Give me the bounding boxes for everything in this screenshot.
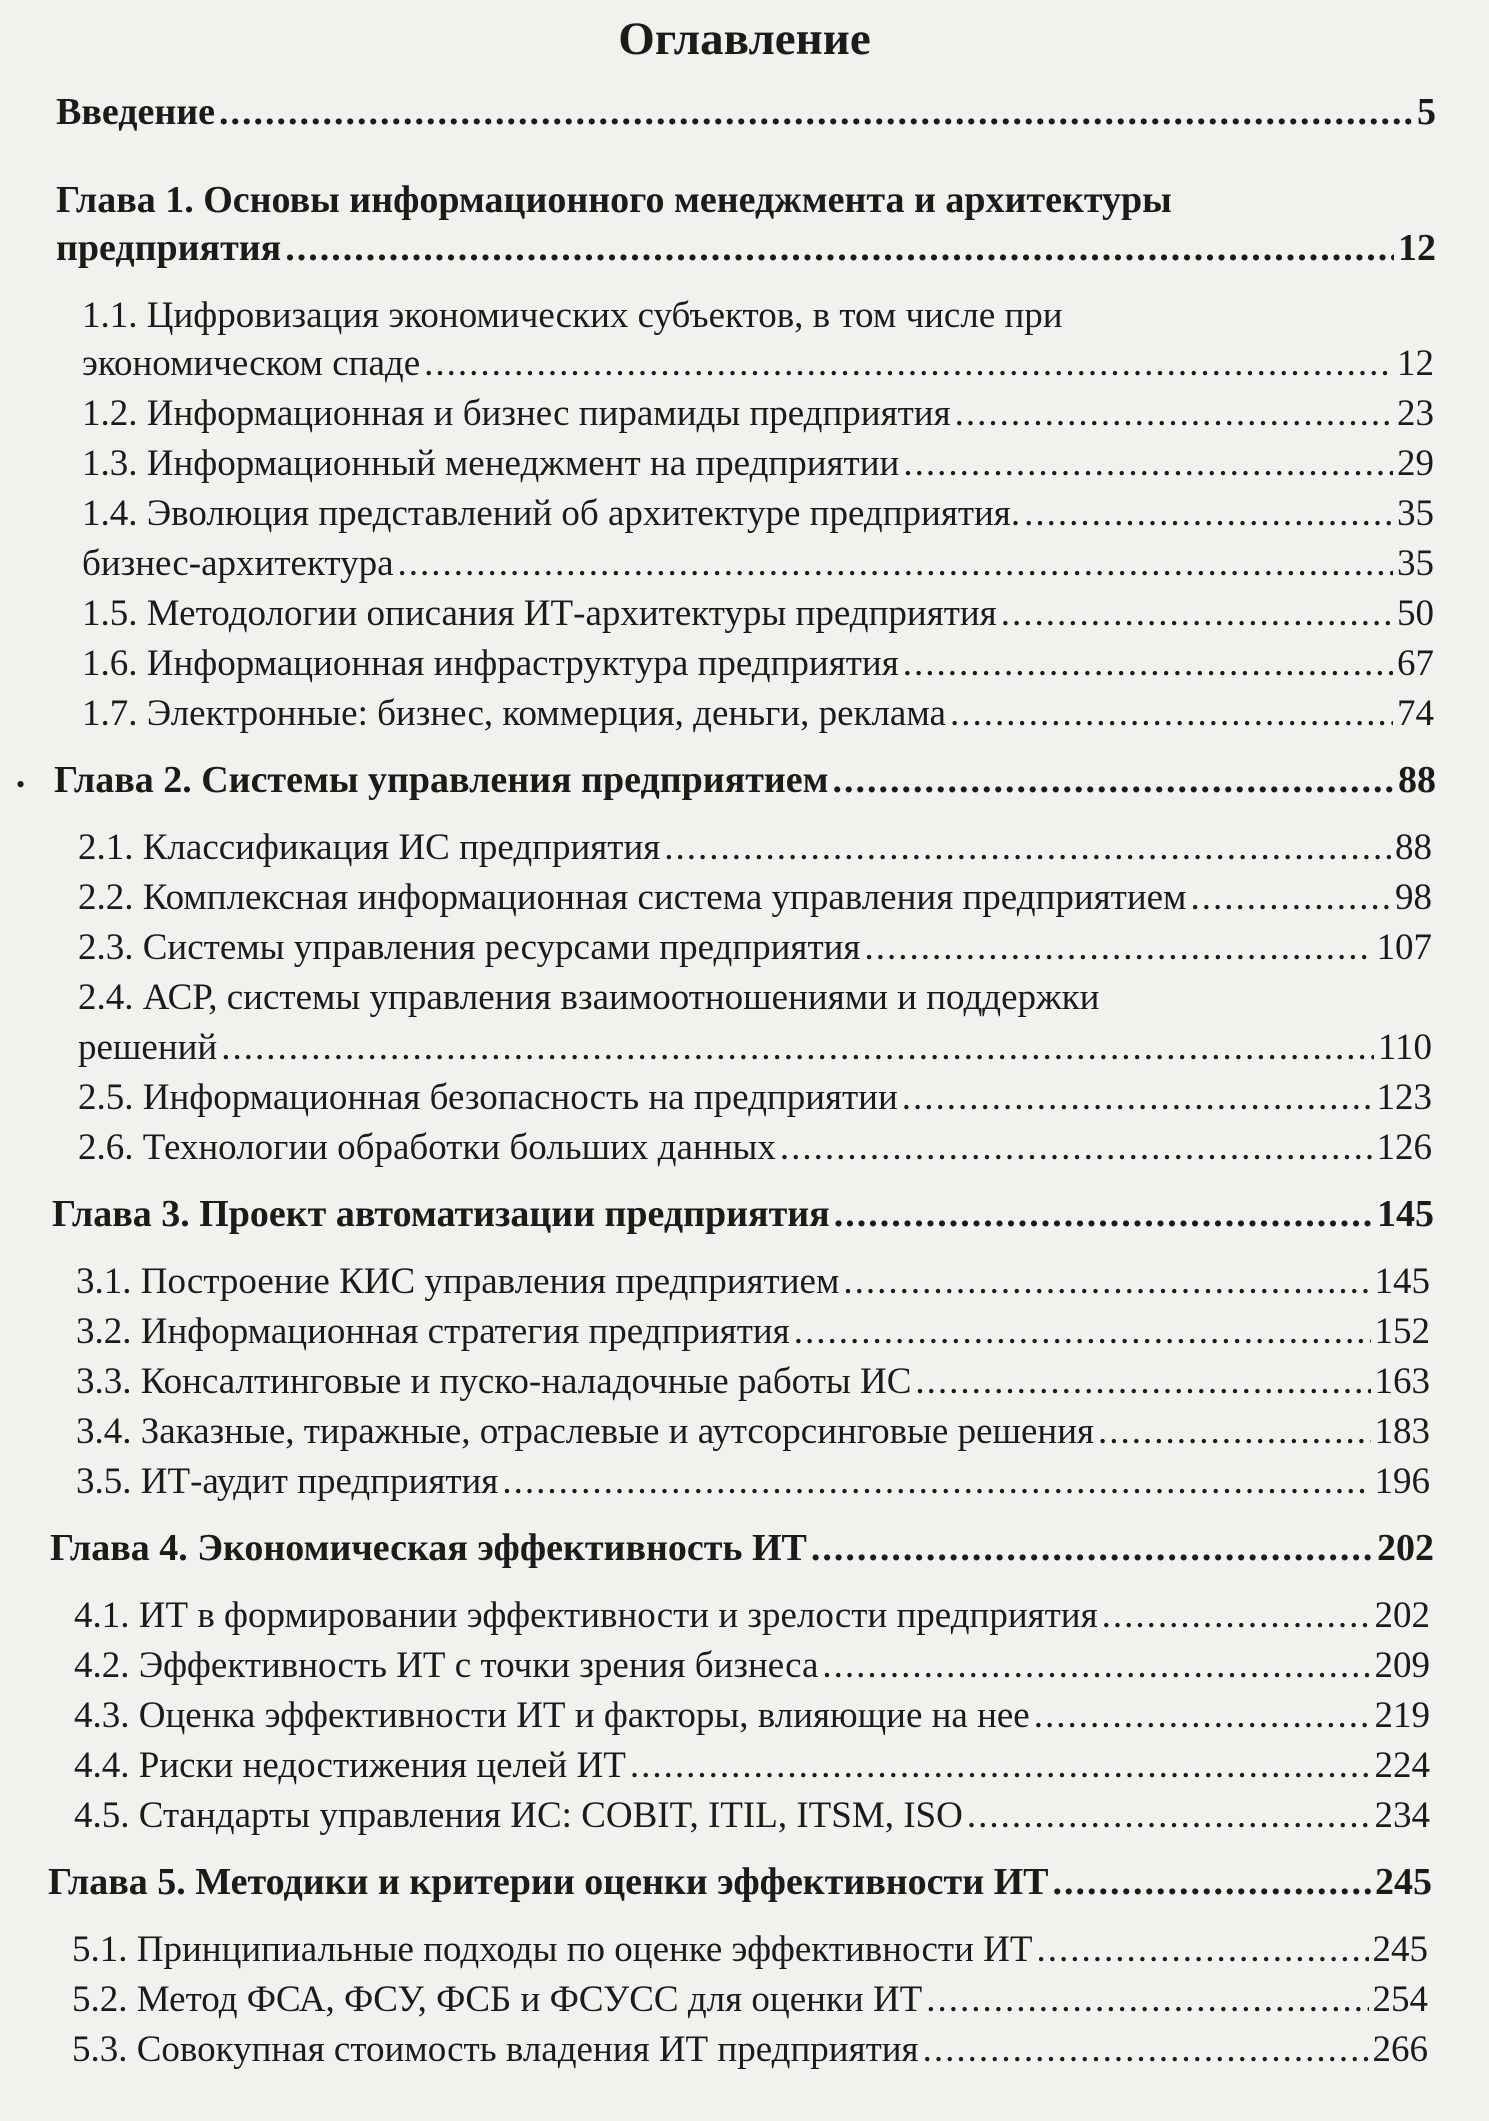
toc-entry-4-5: 4.5. Стандарты управления ИС: COBIT, ITIL, ITSM, ISO ..... 234 <box>74 1794 1430 1837</box>
toc-entry-4-4: 4.4. Риски недостижения целей ИТ ..... 224 <box>74 1744 1430 1787</box>
toc-entry-5-2: 5.2. Метод ФСА, ФСУ, ФСБ и ФСУСС для оценки ИТ ..... 254 <box>72 1978 1428 2021</box>
toc-entry-2-3: 2.3. Системы управления ресурсами предприятия ..... 107 <box>78 926 1432 969</box>
toc-entry-chapter-4: Глава 4. Экономическая эффективность ИТ ..... 202 <box>50 1526 1434 1570</box>
toc-entry-4-3: 4.3. Оценка эффективности ИТ и факторы, влияющие на нее ..... 219 <box>74 1694 1430 1737</box>
section-2-4-title-line1: 2.4. АСР, системы управления взаимоотношениями и поддержки <box>78 977 1100 1018</box>
toc-page-number: 12 <box>1398 227 1436 269</box>
chapter-1-title-line1: Глава 1. Основы информационного менеджмента и архитектуры <box>56 179 1172 221</box>
toc-entry-5-1: 5.1. Принципиальные подходы по оценке эффективности ИТ ..... 245 <box>72 1928 1428 1971</box>
toc-entry-3-1: 3.1. Построение КИС управления предприятием ..... 145 <box>76 1260 1430 1303</box>
toc-entry-2-4: решений ..... 110 <box>78 1026 1432 1069</box>
toc-entry-1-3: 1.3. Информационный менеджмент на предприятии ..... 29 <box>82 442 1434 485</box>
toc-entry-1-4-b: бизнес-архитектура ..... 35 <box>82 542 1434 585</box>
toc-entry-chapter-5: Глава 5. Методики и критерии оценки эффективности ИТ ..... 245 <box>48 1860 1432 1904</box>
margin-dot-mark: • <box>16 770 26 799</box>
section-1-1-title-line1: 1.1. Цифровизация экономических субъектов, в том числе при <box>82 295 1063 336</box>
toc-entry-4-1: 4.1. ИТ в формировании эффективности и зрелости предприятия ..... 202 <box>74 1594 1430 1637</box>
toc-entry-1-6: 1.6. Информационная инфраструктура предприятия ..... 67 <box>82 642 1434 685</box>
toc-label: Введение <box>56 91 215 133</box>
toc-entry-2-5: 2.5. Информационная безопасность на предприятии ..... 123 <box>78 1076 1432 1119</box>
toc-entry-1-7: 1.7. Электронные: бизнес, коммерция, деньги, реклама ..... 74 <box>82 692 1434 735</box>
toc-entry-3-2: 3.2. Информационная стратегия предприятия ..... 152 <box>76 1310 1430 1353</box>
leader-dots <box>219 90 1413 134</box>
toc-entry-2-2: 2.2. Комплексная информационная система управления предприятием ..... 98 <box>78 876 1432 919</box>
toc-label: предприятия <box>56 227 282 269</box>
toc-entry-1-5: 1.5. Методологии описания ИТ-архитектуры предприятия ..... 50 <box>82 592 1434 635</box>
leader-dots <box>285 226 1394 270</box>
toc-entry-4-2: 4.2. Эффективность ИТ с точки зрения бизнеса ..... 209 <box>74 1644 1430 1687</box>
toc-entry-intro <box>56 90 1436 134</box>
toc-entry-chapter-2: Глава 2. Системы управления предприятием ..... 88 <box>54 758 1436 802</box>
toc-entry-chapter-1 <box>56 226 1436 270</box>
toc-page-number: 5 <box>1417 91 1436 133</box>
toc-entry-5-3: 5.3. Совокупная стоимость владения ИТ предприятия ..... 266 <box>72 2028 1428 2071</box>
toc-entry-chapter-3: Глава 3. Проект автоматизации предприятия ..... 145 <box>52 1192 1434 1236</box>
toc-entry-1-1: экономическом спаде ..... 12 <box>82 342 1434 385</box>
toc-entry-3-4: 3.4. Заказные, тиражные, отраслевые и аутсорсинговые решения ..... 183 <box>76 1410 1430 1453</box>
toc-entry-1-4: 1.4. Эволюция представлений об архитектуре предприятия. ..... 35 <box>82 492 1434 535</box>
page-title: Оглавление <box>618 13 871 65</box>
toc-entry-3-3: 3.3. Консалтинговые и пуско-наладочные работы ИС ..... 163 <box>76 1360 1430 1403</box>
toc-entry-3-5: 3.5. ИТ-аудит предприятия ..... 196 <box>76 1460 1430 1503</box>
toc-entry-2-6: 2.6. Технологии обработки больших данных ..... 126 <box>78 1126 1432 1169</box>
toc-entry-1-2: 1.2. Информационная и бизнес пирамиды предприятия ..... 23 <box>82 392 1434 435</box>
toc-entry-2-1: 2.1. Классификация ИС предприятия ..... 88 <box>78 826 1432 869</box>
